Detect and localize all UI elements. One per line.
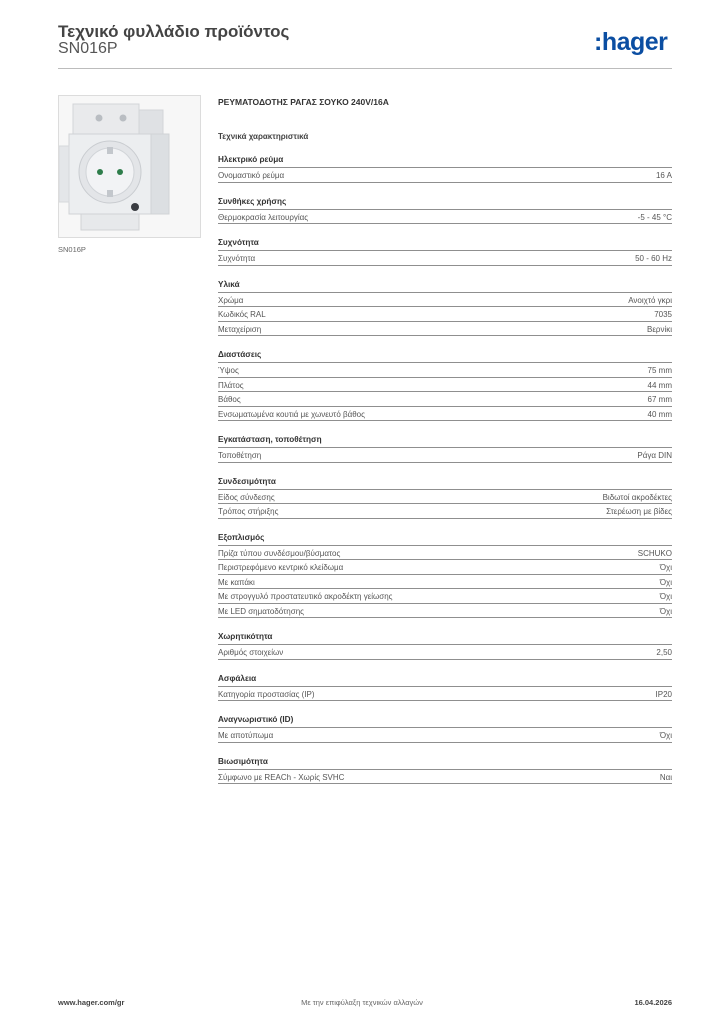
spec-value: Όχι bbox=[659, 606, 672, 616]
footer-date: 16.04.2026 bbox=[634, 998, 672, 1007]
spec-section bbox=[218, 435, 672, 463]
spec-row bbox=[218, 504, 672, 519]
spec-row bbox=[218, 307, 672, 322]
spec-row bbox=[218, 251, 672, 266]
section-title: Συνθήκες χρήσης bbox=[218, 197, 672, 210]
spec-label: Ενσωματωμένα κουτιά με χωνευτό βάθος bbox=[218, 409, 365, 419]
spec-row bbox=[218, 770, 672, 785]
product-name: ΡΕΥΜΑΤΟΔΟΤΗΣ ΡΑΓΑΣ ΣΟΥΚΟ 240V/16A bbox=[218, 97, 389, 107]
logo-text: hager bbox=[601, 28, 668, 56]
spec-label: Κατηγορία προστασίας (IP) bbox=[218, 689, 315, 699]
spec-label: Αριθμός στοιχείων bbox=[218, 648, 284, 657]
spec-content bbox=[218, 97, 672, 798]
spec-label: Θερμοκρασία λειτουργίας bbox=[218, 212, 309, 222]
spec-label: Μεταχείριση bbox=[218, 324, 262, 334]
spec-value: Ράγα DIN bbox=[637, 451, 672, 460]
spec-label: Πλάτος bbox=[218, 380, 244, 390]
section-title: Εγκατάσταση, τοποθέτηση bbox=[218, 435, 672, 448]
spec-value: Όχι bbox=[659, 592, 672, 601]
spec-label: Βάθος bbox=[218, 395, 241, 404]
spec-label: Με στρογγυλό προστατευτικό ακροδέκτη γείωσης bbox=[218, 592, 393, 601]
spec-value: 44 mm bbox=[647, 380, 672, 390]
spec-section bbox=[218, 197, 672, 225]
page-title: Τεχνικό φυλλάδιο προϊόντος bbox=[58, 22, 290, 41]
spec-row bbox=[218, 210, 672, 225]
spec-value: Όχι bbox=[659, 731, 672, 740]
spec-row bbox=[218, 378, 672, 393]
spec-section bbox=[218, 715, 672, 743]
spec-value: 75 mm bbox=[647, 366, 672, 375]
section-title: Υλικά bbox=[218, 280, 672, 293]
hager-logo: :hager bbox=[594, 28, 668, 56]
spec-row bbox=[218, 728, 672, 743]
spec-section bbox=[218, 477, 672, 519]
spec-label: Περιστρεφόμενο κεντρικό κλείδωμα bbox=[218, 563, 344, 572]
spec-row bbox=[218, 604, 672, 619]
section-title: Χωρητικότητα bbox=[218, 632, 672, 645]
section-title: Διαστάσεις bbox=[218, 350, 672, 363]
socket-illustration-icon bbox=[59, 96, 200, 237]
spec-section bbox=[218, 238, 672, 266]
spec-label: Με καπάκι bbox=[218, 577, 255, 587]
footer-website[interactable]: www.hager.com/gr bbox=[58, 998, 125, 1007]
spec-section bbox=[218, 350, 672, 421]
spec-value: Ναι bbox=[659, 772, 672, 782]
spec-section bbox=[218, 155, 672, 183]
spec-value: 16 A bbox=[655, 171, 672, 180]
spec-section bbox=[218, 533, 672, 619]
spec-label: Ύψος bbox=[218, 366, 239, 375]
spec-value: Όχι bbox=[659, 563, 672, 572]
spec-row bbox=[218, 407, 672, 422]
spec-row bbox=[218, 546, 672, 561]
spec-label: Συχνότητα bbox=[218, 254, 256, 263]
spec-row bbox=[218, 589, 672, 604]
section-title: Ασφάλεια bbox=[218, 674, 672, 687]
spec-label: Πρίζα τύπου συνδέσμου/βύσματος bbox=[218, 548, 341, 558]
spec-value: 50 - 60 Hz bbox=[635, 254, 672, 263]
spec-value: Βιδωτοί ακροδέκτες bbox=[602, 492, 672, 502]
spec-value: 7035 bbox=[654, 310, 672, 319]
spec-row bbox=[218, 392, 672, 407]
spec-value: 2,50 bbox=[656, 648, 672, 657]
spec-sections bbox=[218, 155, 672, 784]
product-image bbox=[58, 95, 201, 238]
spec-row bbox=[218, 575, 672, 590]
spec-section bbox=[218, 757, 672, 785]
section-title: Ηλεκτρικό ρεύμα bbox=[218, 155, 672, 168]
image-caption: SN016P bbox=[58, 245, 86, 254]
spec-value: Όχι bbox=[659, 577, 672, 587]
tech-heading: Τεχνικά χαρακτηριστικά bbox=[218, 132, 309, 141]
spec-value: IP20 bbox=[655, 689, 672, 699]
spec-value: Βερνίκι bbox=[646, 324, 672, 334]
header-divider bbox=[58, 68, 672, 69]
product-code: SN016P bbox=[58, 40, 118, 57]
spec-row bbox=[218, 645, 672, 660]
spec-section bbox=[218, 632, 672, 660]
spec-value: 67 mm bbox=[647, 395, 672, 404]
spec-section bbox=[218, 280, 672, 337]
spec-label: Κωδικός RAL bbox=[218, 310, 266, 319]
section-title: Συχνότητα bbox=[218, 238, 672, 251]
spec-value: 40 mm bbox=[647, 409, 672, 419]
spec-section bbox=[218, 674, 672, 702]
footer-disclaimer: Με την επιφύλαξη τεχνικών αλλαγών bbox=[301, 998, 423, 1007]
section-title: Εξοπλισμός bbox=[218, 533, 672, 546]
spec-row bbox=[218, 448, 672, 463]
spec-label: Χρώμα bbox=[218, 295, 244, 305]
spec-label: Τρόπος στήριξης bbox=[218, 507, 279, 516]
spec-label: Σύμφωνο με REACh - Χωρίς SVHC bbox=[218, 772, 345, 782]
spec-row bbox=[218, 490, 672, 505]
section-title: Βιωσιμότητα bbox=[218, 757, 672, 770]
spec-label: Είδος σύνδεσης bbox=[218, 492, 275, 502]
spec-row bbox=[218, 293, 672, 308]
spec-row bbox=[218, 687, 672, 702]
spec-value: -5 - 45 °C bbox=[637, 212, 672, 222]
spec-value: Ανοιχτό γκρι bbox=[628, 295, 672, 305]
spec-row bbox=[218, 363, 672, 378]
spec-label: Τοποθέτηση bbox=[218, 451, 262, 460]
spec-value: SCHUKO bbox=[637, 548, 672, 558]
spec-row bbox=[218, 322, 672, 337]
section-title: Συνδεσιμότητα bbox=[218, 477, 672, 490]
section-title: Αναγνωριστικό (ID) bbox=[218, 715, 672, 728]
spec-label: Ονομαστικό ρεύμα bbox=[218, 171, 285, 180]
spec-row bbox=[218, 168, 672, 183]
spec-label: Με αποτύπωμα bbox=[218, 731, 274, 740]
spec-label: Με LED σηματοδότησης bbox=[218, 606, 304, 616]
spec-value: Στερέωση με βίδες bbox=[606, 507, 672, 516]
spec-row bbox=[218, 560, 672, 575]
